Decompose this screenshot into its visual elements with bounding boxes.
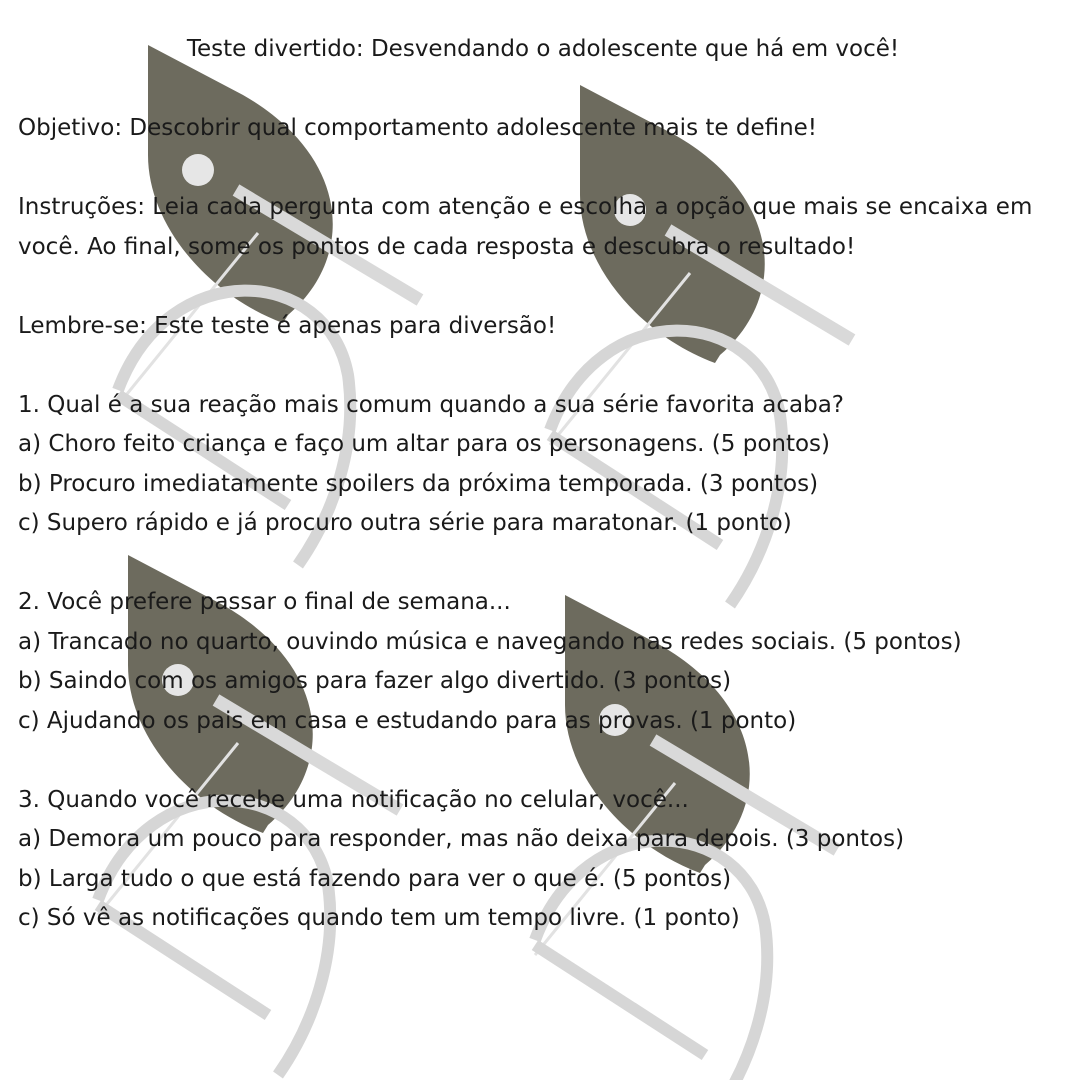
question-block-3: [18, 781, 1068, 939]
answer-option-c: c) Só vê as notificações quando tem um tempo livre. (1 ponto): [18, 905, 740, 931]
reminder-text: Lembre-se: Este teste é apenas para diversão!: [18, 312, 557, 339]
objective-text: Objetivo: Descobrir qual comportamento adolescente mais te define!: [18, 115, 818, 141]
quiz-document: [18, 30, 1068, 939]
question-block-1: [18, 386, 1068, 544]
question-text: 3. Quando você recebe uma notificação no celular, você...: [18, 786, 689, 813]
quiz-title: Teste divertido: Desvendando o adolescente que há em você!: [186, 36, 900, 62]
answer-option-b: b) Saindo com os amigos para fazer algo divertido. (3 pontos): [18, 668, 732, 694]
answer-option-a: a) Trancado no quarto, ouvindo música e navegando nas redes sociais. (5 pontos): [18, 628, 962, 655]
answer-option-b: b) Procuro imediatamente spoilers da próxima temporada. (3 pontos): [18, 470, 819, 497]
answer-option-a: a) Choro feito criança e faço um altar para os personagens. (5 pontos): [18, 431, 831, 457]
instructions-text: Instruções: Leia cada pergunta com atenção e escolha a opção que mais se encaixa em você. Ao final, some os pontos de cada resposta e descubra o resultado!: [18, 194, 1033, 260]
answer-option-c: c) Ajudando os pais em casa e estudando para as provas. (1 ponto): [18, 707, 797, 734]
answer-option-a: a) Demora um pouco para responder, mas não deixa para depois. (3 pontos): [18, 826, 905, 852]
answer-option-b: b) Larga tudo o que está fazendo para ver o que é. (5 pontos): [18, 865, 732, 892]
answer-option-c: c) Supero rápido e já procuro outra série para maratonar. (1 ponto): [18, 510, 792, 536]
question-text: 2. Você prefere passar o final de semana...: [18, 589, 511, 615]
question-text: 1. Qual é a sua reação mais comum quando a sua série favorita acaba?: [18, 391, 845, 418]
question-block-2: [18, 583, 1068, 741]
